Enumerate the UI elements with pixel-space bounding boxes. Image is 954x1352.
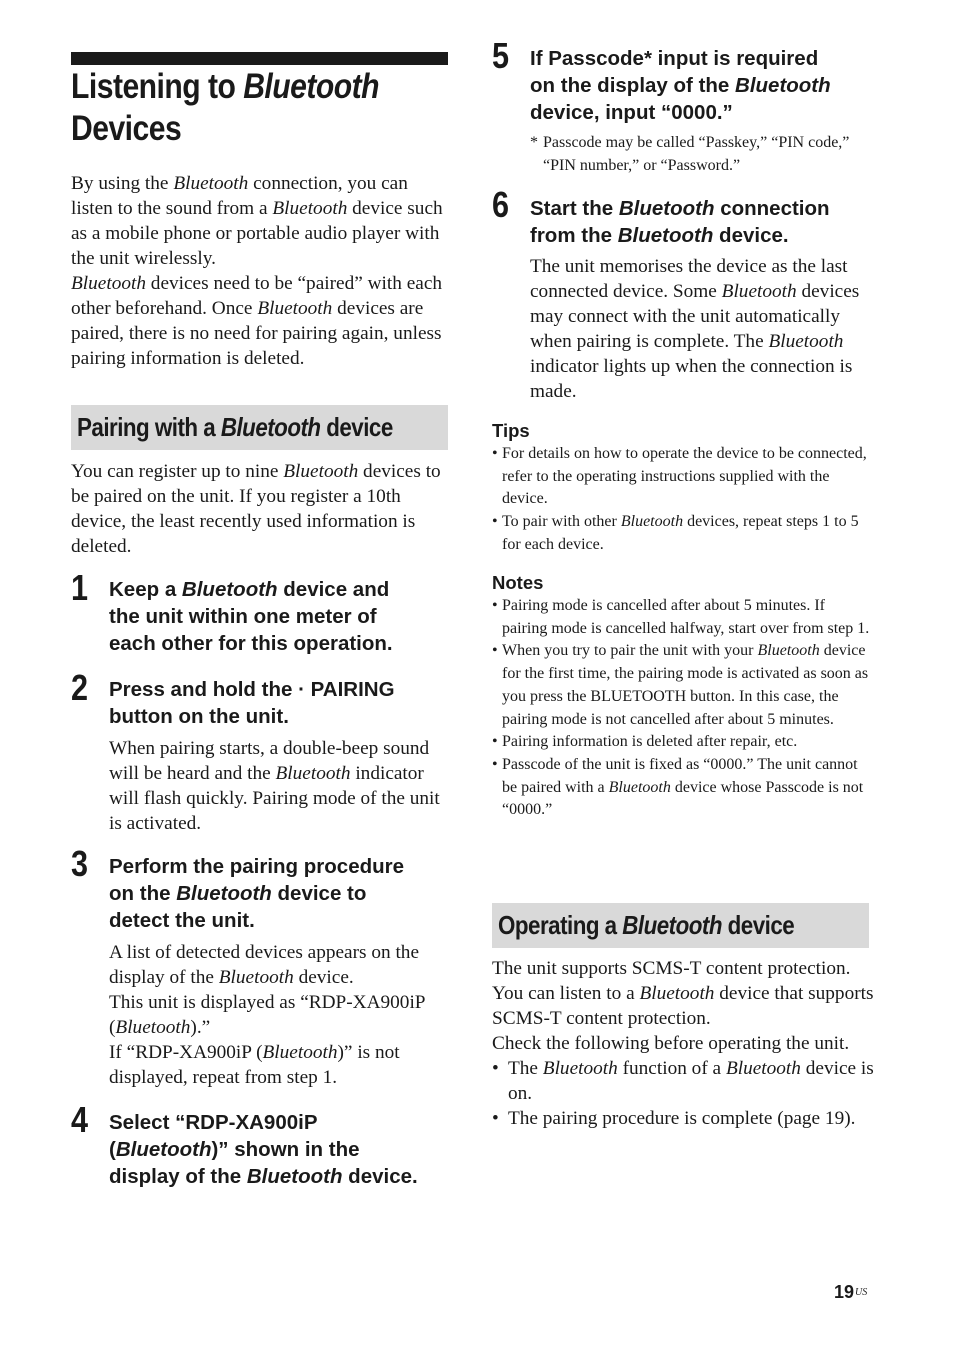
bullet-text: Pairing mode is cancelled after about 5 minutes. If pairing mode is cancelled halfway, start over from step 1.	[502, 597, 870, 637]
bullet-text: To pair with other Bluetooth devices, repeat steps 1 to 5 for each device.	[502, 513, 859, 553]
step-heading-line: Keep a Bluetooth device and	[109, 578, 390, 601]
step-number: 3	[71, 843, 89, 884]
notes-heading: Notes	[492, 572, 544, 593]
step-heading-line: (Bluetooth)” shown in the	[109, 1138, 360, 1161]
step-heading	[530, 195, 830, 249]
bullet-icon: •	[492, 1108, 499, 1129]
bullet-item	[492, 640, 872, 731]
bluetooth-term: Bluetooth	[618, 197, 715, 220]
tips-list	[492, 443, 872, 557]
bluetooth-term: Bluetooth	[115, 1138, 212, 1161]
bluetooth-term: Bluetooth	[608, 778, 671, 796]
bullet-text: Pairing information is deleted after repair, etc.	[502, 733, 798, 751]
operating-text: The unit supports SCMS-T content protection. You can listen to a Bluetooth device that supports SCMS-T content protection. Check the following before operating the unit. • The Bluetooth function of a Bluetooth device is on. • The pairing procedure is complete (page 19).	[492, 958, 874, 1129]
step-number: 2	[71, 667, 89, 708]
step-body: The unit memorises the device as the last connected device. Some Bluetooth devices may connect with the unit automatically when pairing is complete. The Bluetooth indicator lights up when the connection is made.	[530, 256, 860, 402]
bullet-item	[492, 443, 872, 511]
step-heading-line: Perform the pairing procedure	[109, 855, 405, 878]
notes-list	[492, 595, 872, 822]
step-heading-line: device, input “0000.”	[530, 101, 733, 124]
tips-heading: Tips	[492, 420, 530, 441]
bullet-icon: •	[492, 642, 498, 660]
checklist-item	[492, 1056, 874, 1106]
bluetooth-term: Bluetooth	[735, 74, 831, 97]
bluetooth-term: Bluetooth	[757, 642, 820, 660]
step-heading-line: If Passcode* input is required	[530, 47, 819, 70]
bullet-item	[492, 595, 872, 640]
bullet-icon: •	[492, 1058, 499, 1079]
bullet-icon: •	[492, 755, 498, 773]
step-heading-line: display of the Bluetooth device.	[109, 1165, 418, 1188]
bullet-icon: •	[492, 597, 498, 614]
step-heading	[530, 45, 831, 126]
step-heading-line: Select “RDP-XA900iP	[109, 1111, 318, 1134]
step-heading	[109, 1109, 418, 1190]
passcode-footnote: * Passcode may be called “Passkey,” “PIN code,” “PIN number,” or “Password.”	[530, 134, 850, 174]
step-body: When pairing starts, a double-beep sound will be heard and the Bluetooth indicator will flash quickly. Pairing mode of the unit is activated.	[109, 738, 440, 834]
bluetooth-term: Bluetooth	[768, 331, 844, 352]
title-rule	[71, 52, 448, 65]
step-heading-line: detect the unit.	[109, 909, 255, 932]
step-heading-line: from the Bluetooth device.	[530, 224, 789, 247]
bluetooth-term: Bluetooth	[218, 967, 294, 988]
bluetooth-term: Bluetooth	[542, 1058, 618, 1079]
bullet-text: For details on how to operate the device to be connected, refer to the operating instructions supplied with the device.	[502, 445, 867, 508]
bluetooth-term: Bluetooth	[181, 578, 278, 601]
page-number: $19^{US}$	[834, 1282, 868, 1302]
bullet-text: When you try to pair the unit with your Bluetooth device for the first time, the pairing mode is activated as soon as you press the BLUETOOTH button. In this case, the pairing mode is not cancelled after about 5 minutes.	[502, 642, 869, 728]
bluetooth-term: Bluetooth	[272, 198, 348, 219]
intro-paragraph-2: Bluetooth devices need to be “paired” with each other beforehand. Once Bluetooth devices are paired, there is no need for pairing again, unless pairing information is deleted.	[71, 273, 443, 369]
step-number: 5	[492, 35, 510, 76]
bullet-icon: •	[492, 513, 498, 531]
bluetooth-term: Bluetooth	[721, 281, 797, 302]
step-heading-line: Press and hold the · PAIRING	[109, 678, 395, 701]
bluetooth-term: Bluetooth	[617, 224, 714, 247]
bullet-text: Passcode of the unit is fixed as “0000.” The unit cannot be paired with a Bluetooth device whose Passcode is not “0000.”	[502, 755, 864, 819]
section-heading-pairing: Pairing with a Bluetooth device	[71, 405, 448, 450]
bluetooth-term: Bluetooth	[173, 173, 249, 194]
operating-checklist	[492, 1056, 874, 1131]
step-heading	[109, 676, 395, 730]
bullet-icon: •	[492, 733, 498, 751]
bullet-icon: •	[492, 445, 498, 462]
step-heading-line: each other for this operation.	[109, 632, 393, 655]
bluetooth-term: Bluetooth	[176, 882, 272, 905]
step-heading-line: the unit within one meter of	[109, 605, 377, 628]
bullet-item	[492, 511, 872, 556]
step-heading-line: Start the Bluetooth connection	[530, 197, 830, 220]
bluetooth-term: Bluetooth	[71, 273, 146, 294]
step-number: 6	[492, 184, 510, 225]
bluetooth-term: Bluetooth	[283, 461, 359, 482]
bluetooth-term: Bluetooth	[246, 1165, 343, 1188]
page-title: Listening to Bluetooth Devices	[71, 67, 380, 148]
section-heading-operating: Operating a Bluetooth device	[492, 903, 869, 948]
step-heading-line: on the Bluetooth device to	[109, 882, 367, 905]
checklist-item	[492, 1106, 874, 1131]
bullet-item	[492, 754, 872, 822]
step-heading-line: button on the unit.	[109, 705, 289, 728]
bluetooth-term: Bluetooth	[725, 1058, 801, 1079]
bluetooth-term: Bluetooth	[115, 1017, 191, 1038]
pairing-intro-text: You can register up to nine Bluetooth devices to be paired on the unit. If you register a 10th device, the least recently used information is deleted.	[71, 461, 441, 557]
bluetooth-term: Bluetooth	[620, 513, 684, 531]
bullet-item	[492, 731, 872, 754]
intro-paragraph-1: By using the Bluetooth connection, you can listen to the sound from a Bluetooth device such as a mobile phone or portable audio player with the unit wirelessly.	[71, 173, 443, 269]
checklist-text: The Bluetooth function of a Bluetooth device is on.	[508, 1058, 874, 1104]
step-number: 1	[71, 567, 89, 608]
step-number: 4	[71, 1099, 89, 1140]
bluetooth-term: Bluetooth	[262, 1042, 338, 1063]
bluetooth-term: Bluetooth	[639, 983, 715, 1004]
intro-text	[71, 171, 448, 371]
checklist-text: The pairing procedure is complete (page 19).	[508, 1108, 856, 1129]
step-heading	[109, 576, 393, 657]
bluetooth-term: Bluetooth	[257, 298, 333, 319]
step-heading-line: on the display of the Bluetooth	[530, 74, 831, 97]
step-heading	[109, 853, 404, 934]
step-body: A list of detected devices appears on the display of the Bluetooth device. This unit is displayed as “RDP-XA900iP (Bluetooth).” If “RDP-XA900iP (Bluetooth)” is not displayed, repeat from step 1.	[109, 942, 425, 1088]
bluetooth-term: Bluetooth	[275, 763, 351, 784]
